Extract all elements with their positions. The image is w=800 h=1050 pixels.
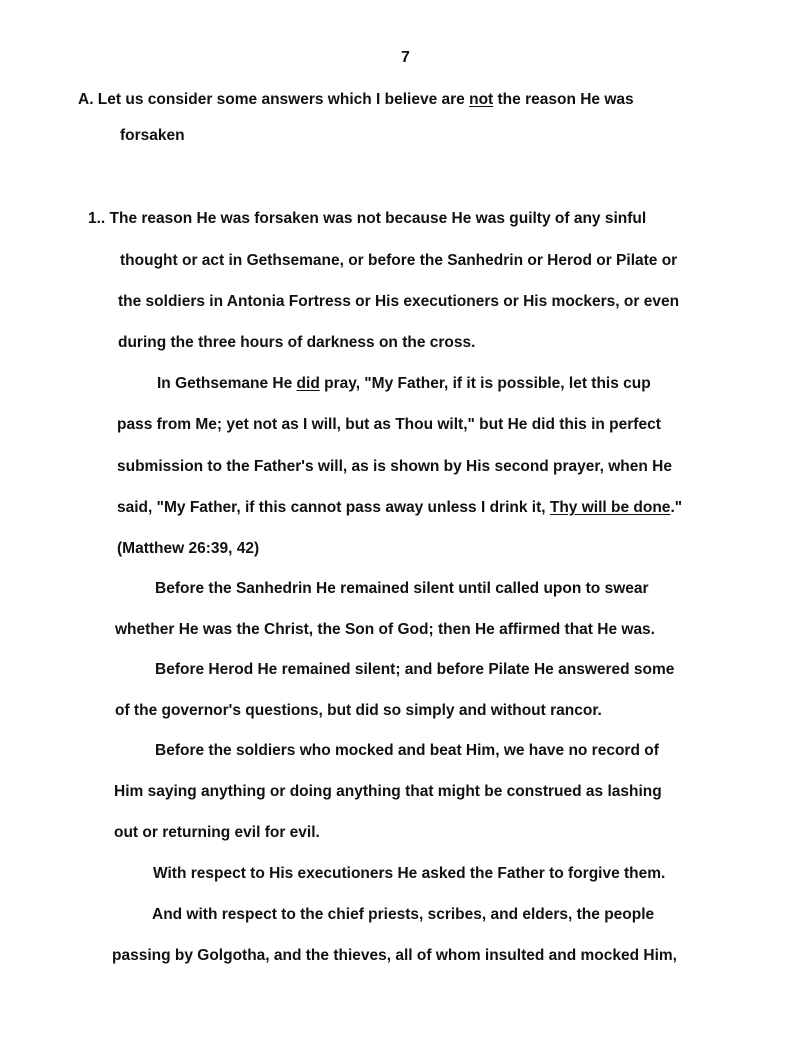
gethsemane-emphasis-thy-will: Thy will be done [549,499,671,516]
gethsemane-text-post: pray, "My Father, if it is possible, let this cup [319,375,651,392]
gethsemane-line-1 [157,374,651,394]
scripture-reference: (Matthew 26:39, 42) [117,540,260,557]
gethsemane-line-4 [117,498,682,518]
gethsemane-line-3: submission to the Father's will, as is shown by His second prayer, when He [117,458,672,475]
chief-priests-line-2: passing by Golgotha, and the thieves, all of whom insulted and mocked Him, [112,947,677,964]
soldiers-line-2: Him saying anything or doing anything that might be construed as lashing [114,783,662,800]
section-a-text-pre: A. Let us consider some answers which I believe are [78,91,470,108]
gethsemane-line-2: pass from Me; yet not as I will, but as Thou wilt," but He did this in perfect [117,416,661,433]
soldiers-line-3: out or returning evil for evil. [114,824,320,841]
gethsemane-quote-pre: said, "My Father, if this cannot pass away unless I drink it, [117,499,550,516]
point-1-line-4: during the three hours of darkness on the cross. [118,334,476,351]
gethsemane-quote-post: ." [670,499,683,516]
section-a-heading-line-1 [78,90,634,110]
sanhedrin-line-2: whether He was the Christ, the Son of God; then He affirmed that He was. [115,621,655,638]
section-a-heading-line-2: forsaken [120,127,185,144]
point-1-line-2: thought or act in Gethsemane, or before the Sanhedrin or Herod or Pilate or [120,252,678,269]
chief-priests-line-1: And with respect to the chief priests, scribes, and elders, the people [152,906,655,923]
section-a-text-post: the reason He was [493,91,634,108]
soldiers-line-1: Before the soldiers who mocked and beat Him, we have no record of [155,742,659,759]
herod-line-1: Before Herod He remained silent; and before Pilate He answered some [155,661,675,678]
gethsemane-text-pre: In Gethsemane He [157,375,297,392]
point-1-line-3: the soldiers in Antonia Fortress or His executioners or His mockers, or even [118,293,680,310]
page-number: 7 [401,49,410,66]
executioners-line: With respect to His executioners He asked the Father to forgive them. [153,865,666,882]
herod-line-2: of the governor's questions, but did so simply and without rancor. [115,702,602,719]
gethsemane-emphasis-did: did [296,375,320,392]
section-a-emphasis-not: not [469,91,494,108]
point-1-line-1: 1.. The reason He was forsaken was not because He was guilty of any sinful [88,210,647,227]
sanhedrin-line-1: Before the Sanhedrin He remained silent until called upon to swear [155,580,649,597]
